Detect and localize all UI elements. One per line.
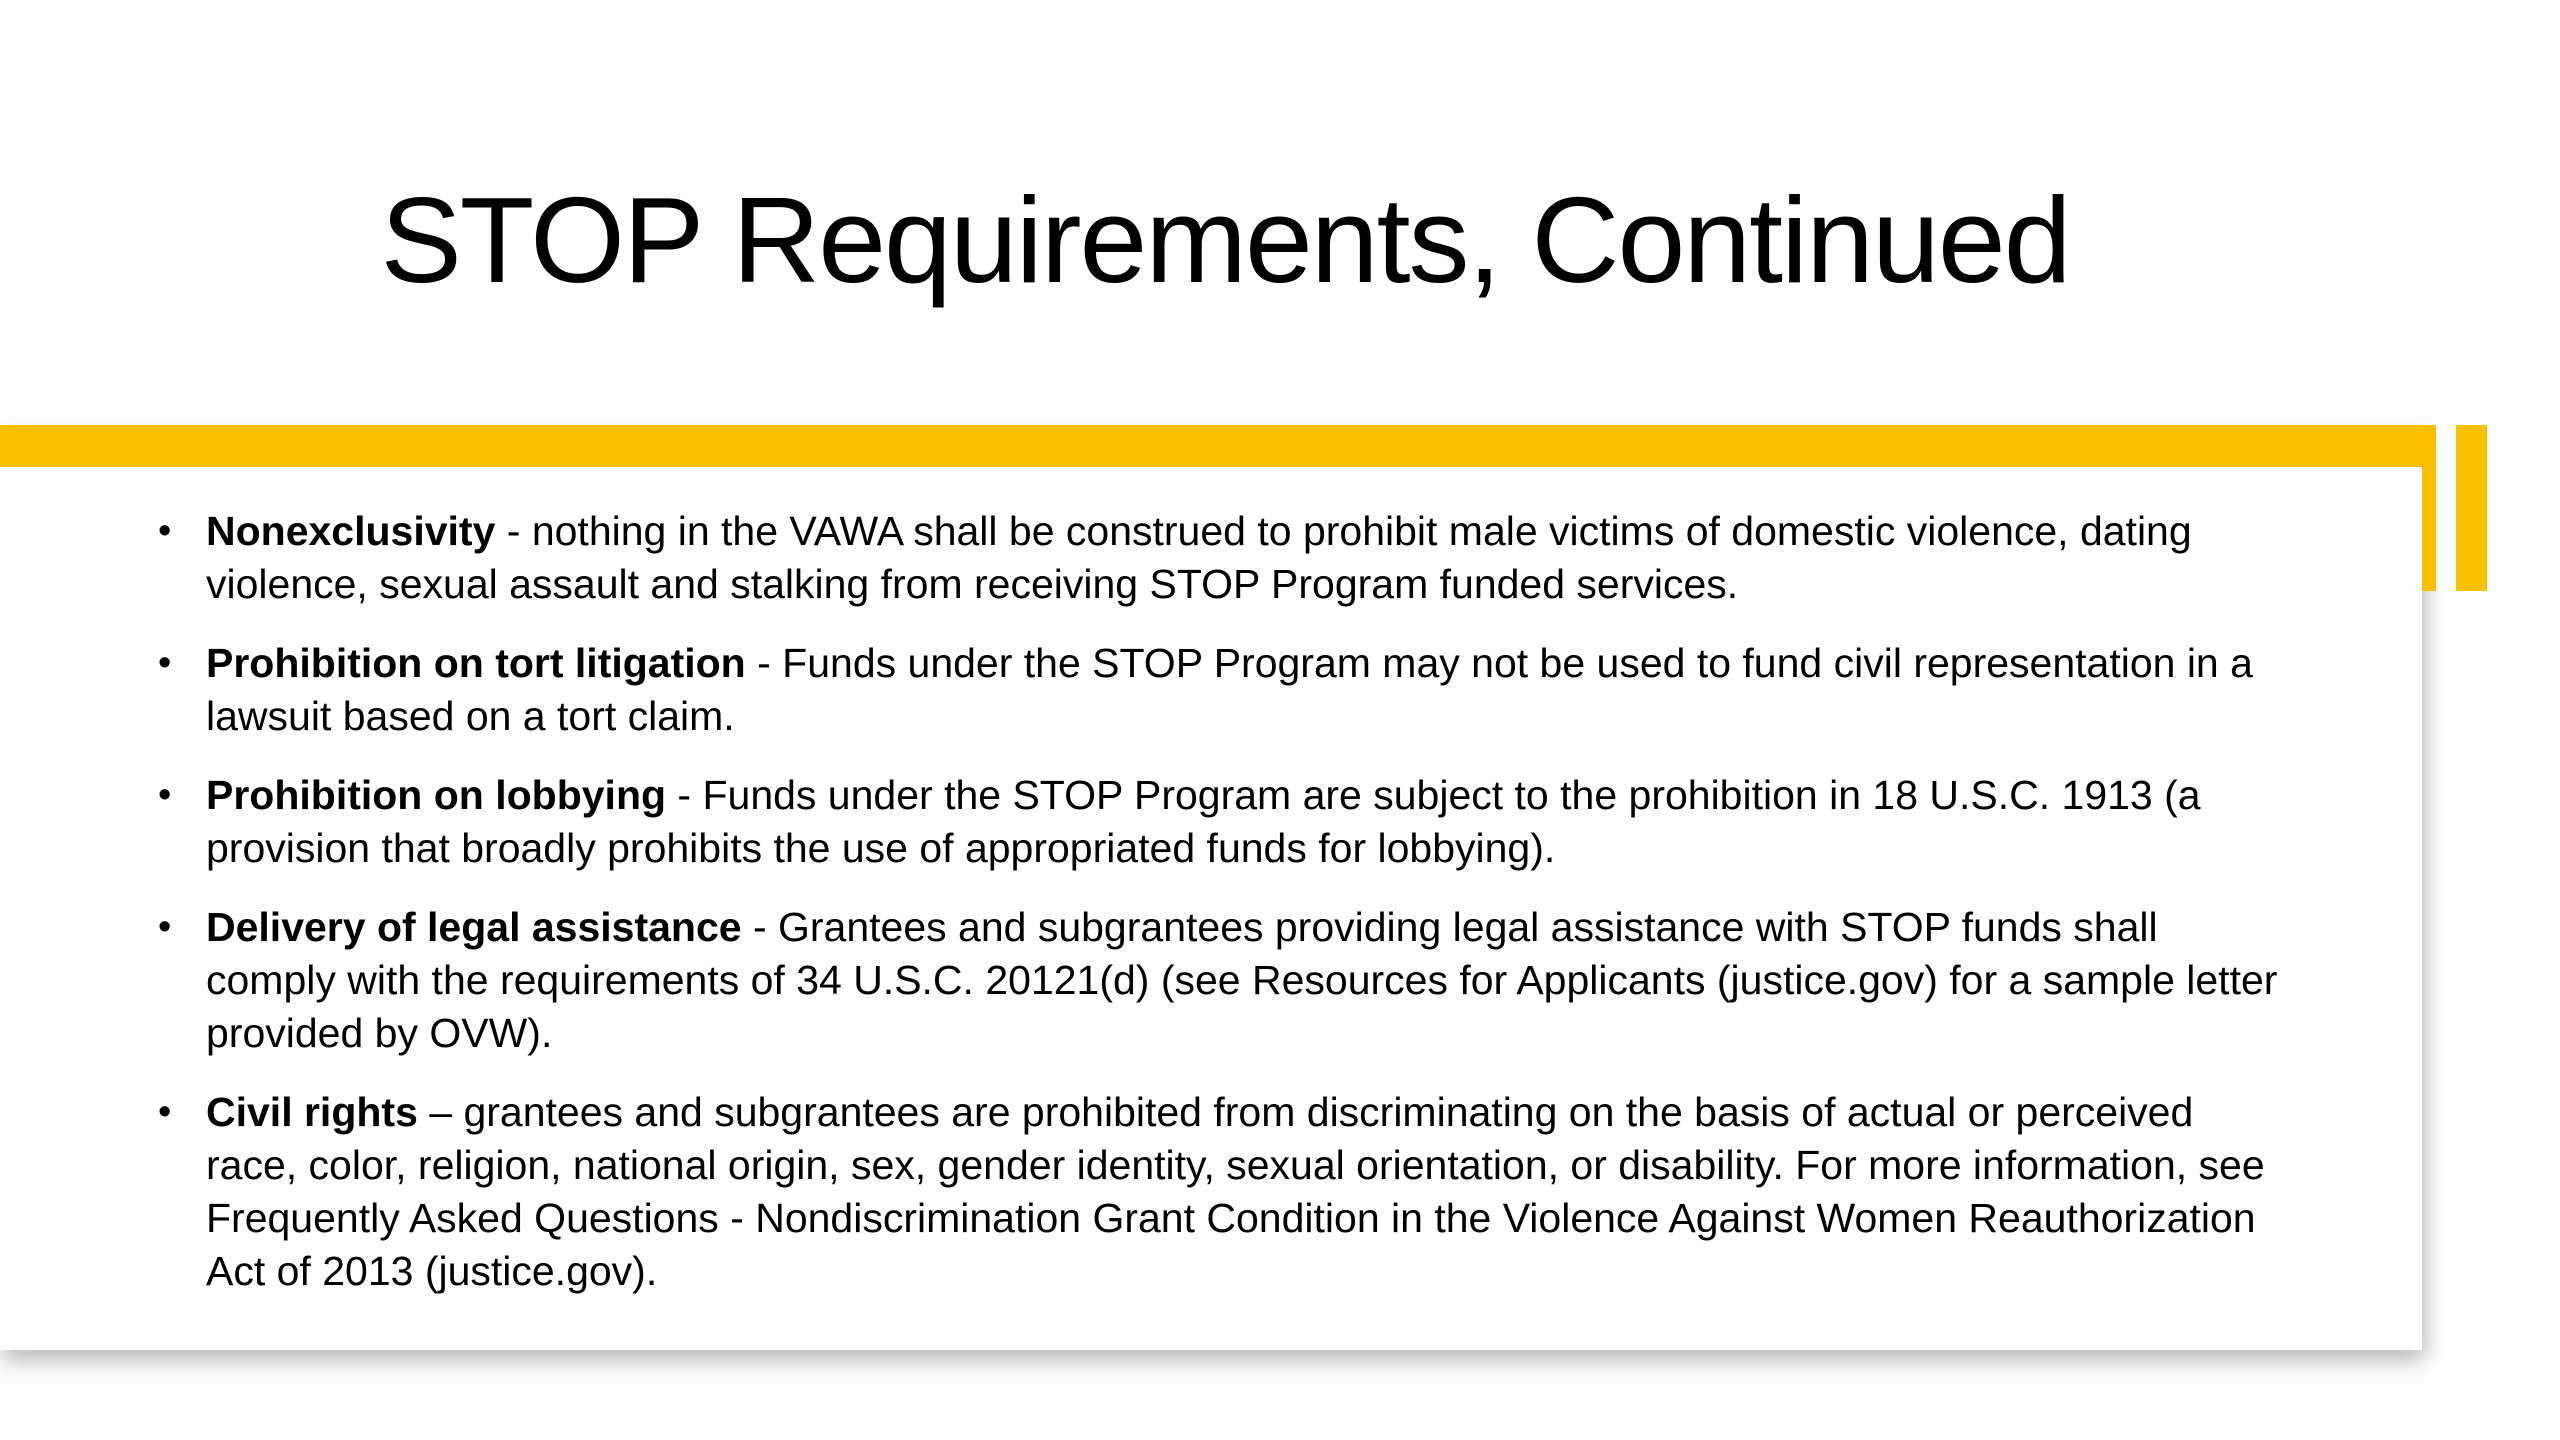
bullet-text: – grantees and subgrantees are prohibited from discriminating on the basis of actual or perceived race, color, religion, national origin, sex, gender identity, sexual orientation, or disability. For more information, see Frequently Asked Questions - Nondiscrimination Grant Condition in the Violence Against Women Reauthorization Act of 2013 (justice.gov). — [206, 1089, 2265, 1294]
bullet-icon: • — [158, 642, 172, 684]
bullet-item-legal-assistance — [150, 901, 2280, 1060]
bullet-term: Delivery of legal assistance — [206, 904, 742, 950]
bullet-icon: • — [158, 774, 172, 816]
accent-bar-right-outer — [2456, 425, 2487, 591]
accent-bar-right-inner — [2422, 425, 2436, 591]
bullet-term: Civil rights — [206, 1089, 418, 1135]
bullet-item-lobbying — [150, 769, 2280, 875]
bullet-text: - Funds under the STOP Program may not be used to fund civil representation in a lawsuit based on a tort claim. — [206, 640, 2253, 739]
bullet-term: Prohibition on tort litigation — [206, 640, 746, 686]
bullet-list — [150, 505, 2280, 1324]
bullet-term: Prohibition on lobbying — [206, 772, 667, 818]
accent-bar-top — [0, 425, 2436, 467]
bullet-text: - nothing in the VAWA shall be construed to prohibit male victims of domestic violence, dating violence, sexual assault and stalking from receiving STOP Program funded services. — [206, 508, 2192, 607]
bullet-text: - Grantees and subgrantees providing legal assistance with STOP funds shall comply with the requirements of 34 U.S.C. 20121(d) (see Resources for Applicants (justice.gov) for a sample letter provided by OVW). — [206, 904, 2278, 1056]
bullet-item-nonexclusivity — [150, 505, 2280, 611]
bullet-item-tort-litigation — [150, 637, 2280, 743]
bullet-icon: • — [158, 1091, 172, 1133]
bullet-term: Nonexclusivity — [206, 508, 496, 554]
bullet-icon: • — [158, 510, 172, 552]
bullet-item-civil-rights — [150, 1086, 2280, 1298]
bullet-icon: • — [158, 906, 172, 948]
slide-title: STOP Requirements, Continued — [380, 172, 2070, 308]
bullet-text: - Funds under the STOP Program are subject to the prohibition in 18 U.S.C. 1913 (a provision that broadly prohibits the use of appropriated funds for lobbying). — [206, 772, 2201, 871]
